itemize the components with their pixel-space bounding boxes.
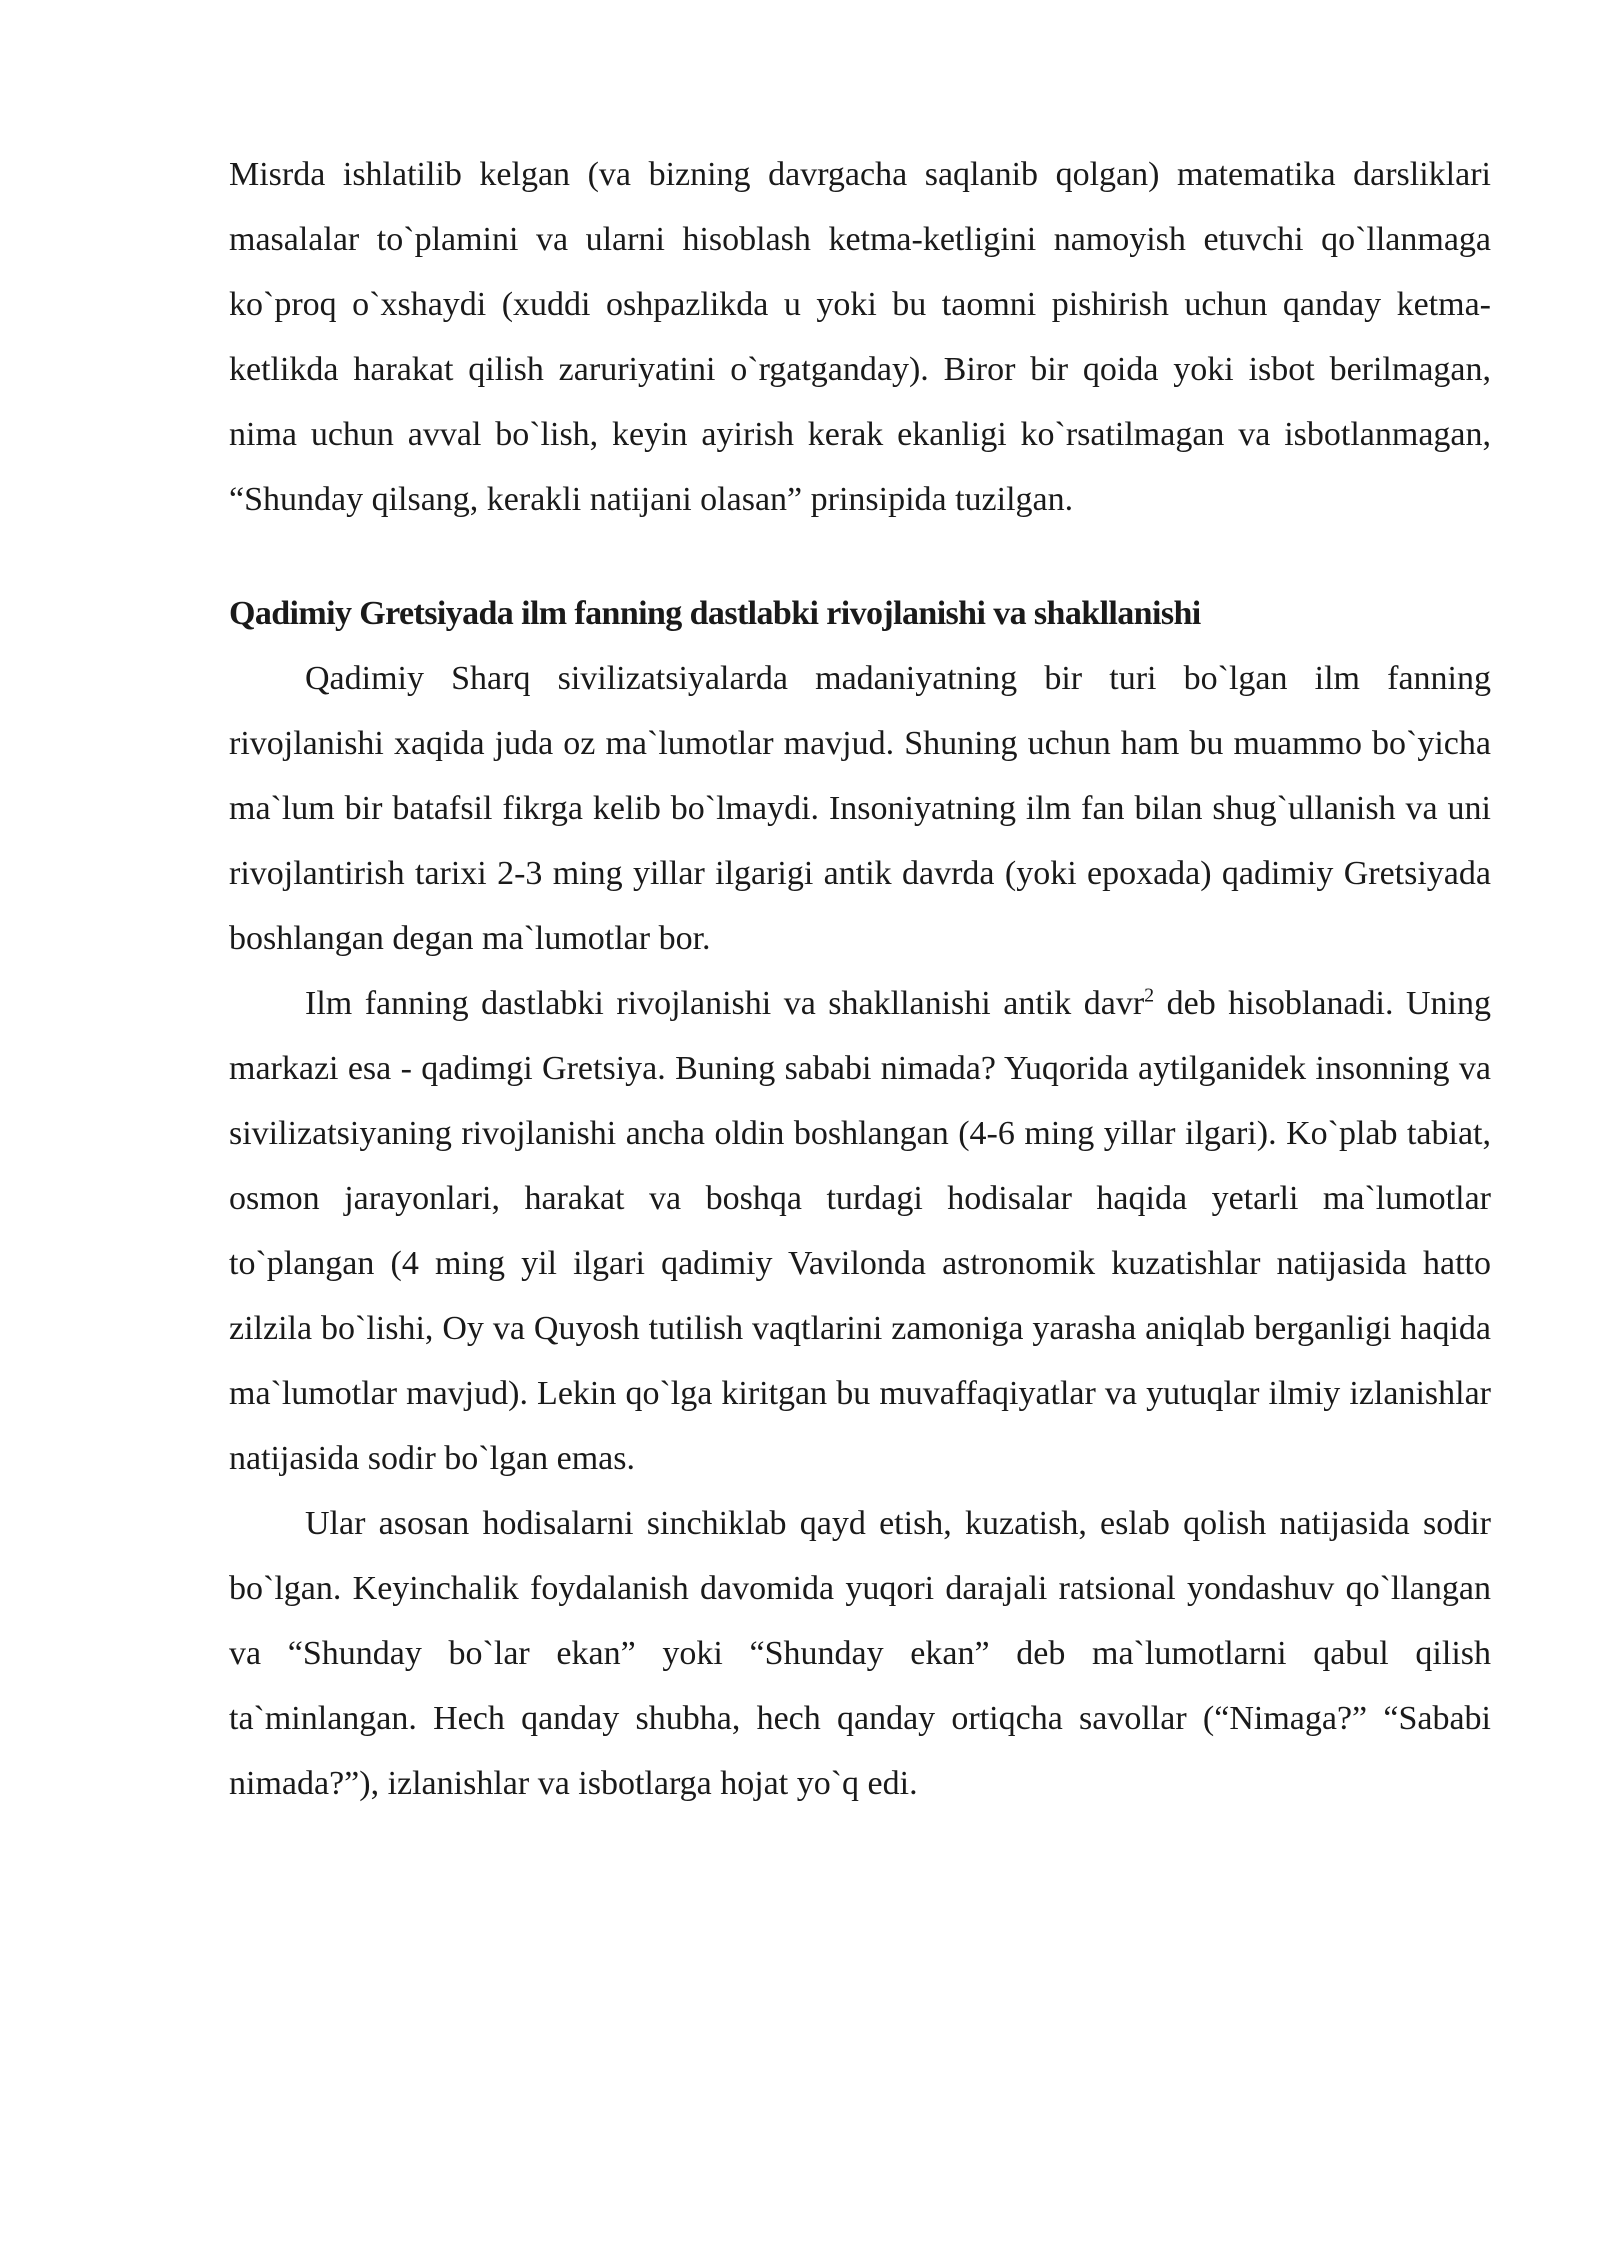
paragraph-sharq: Qadimiy Sharq sivilizatsiyalarda madaniyatning bir turi bo`lgan ilm fanning rivojlanishi xaqida juda oz ma`lumotlar mavjud. Shuning uchun ham bu muammo bo`yicha ma`lum bir batafsil fikrga kelib bo`lmaydi. Insoniyatning ilm fan bilan shug`ullanish va uni rivojlantirish tarixi 2-3 ming yillar ilgarigi antik davrda (yoki epoxada) qadimiy Gretsiyada boshlangan degan ma`lumotlar bor. bbox=[229, 660, 1491, 957]
paragraph-intro: Misrda ishlatilib kelgan (va bizning davrgacha saqlanib qolgan) matematika darsliklari masalalar to`plamini va ularni hisoblash ketma-ketligini namoyish etuvchi qo`llanmaga ko`proq o`xshaydi (xuddi oshpazlikda u yoki bu taomni pishirish uchun qanday ketma-ketlikda harakat qilish zaruriyatini o`rgatganday). Biror bir qoida yoki isbot berilmagan, nima uchun avval bo`lish, keyin ayirish kerak ekanligi ko`rsatilmagan va isbotlanmagan, “Shunday qilsang, kerakli natijani olasan” prinsipida tuzilgan. bbox=[229, 156, 1491, 518]
section-heading: Qadimiy Gretsiyada ilm fanning dastlabki rivojlanishi va shakllanishi bbox=[229, 595, 1201, 632]
paragraph-antik-davr-rest: deb hisoblanadi. Uning markazi esa - qadimgi Gretsiya. Buning sababi nimada? Yuqorida aytilganidek insonning va sivilizatsiyaning rivojlanishi ancha oldin boshlangan (4-6 ming yillar ilgari). Ko`plab tabiat, osmon jarayonlari, harakat va boshqa turdagi hodisalar haqida yetarli ma`lumotlar to`plangan (4 ming yil ilgari qadimiy Vavilonda astronomik kuzatishlar natijasida hatto zilzila bo`lishi, Oy va Quyosh tutilish vaqtlarini zamoniga yarasha aniqlab berganligi haqida ma`lumotlar mavjud). Lekin qo`lga kiritgan bu muvaffaqiyatlar va yutuqlar ilmiy izlanishlar natijasida sodir bo`lgan emas. bbox=[229, 985, 1492, 1477]
footnote-marker: 2 bbox=[1144, 984, 1155, 1007]
document-page bbox=[229, 142, 1491, 1816]
paragraph-antik-davr bbox=[229, 971, 1491, 1491]
paragraph-antik-davr-start: Ilm fanning dastlabki rivojlanishi va shakllanishi antik davr bbox=[305, 985, 1145, 1022]
paragraph-hodisalar: Ular asosan hodisalarni sinchiklab qayd etish, kuzatish, eslab qolish natijasida sodir bo`lgan. Keyinchalik foydalanish davomida yuqori darajali ratsional yondashuv qo`llangan va “Shunday bo`lar ekan” yoki “Shunday ekan” deb ma`lumotlarni qabul qilish ta`minlangan. Hech qanday shubha, hech qanday ortiqcha savollar (“Nimaga?” “Sababi nimada?”), izlanishlar va isbotlarga hojat yo`q edi. bbox=[229, 1505, 1491, 1802]
